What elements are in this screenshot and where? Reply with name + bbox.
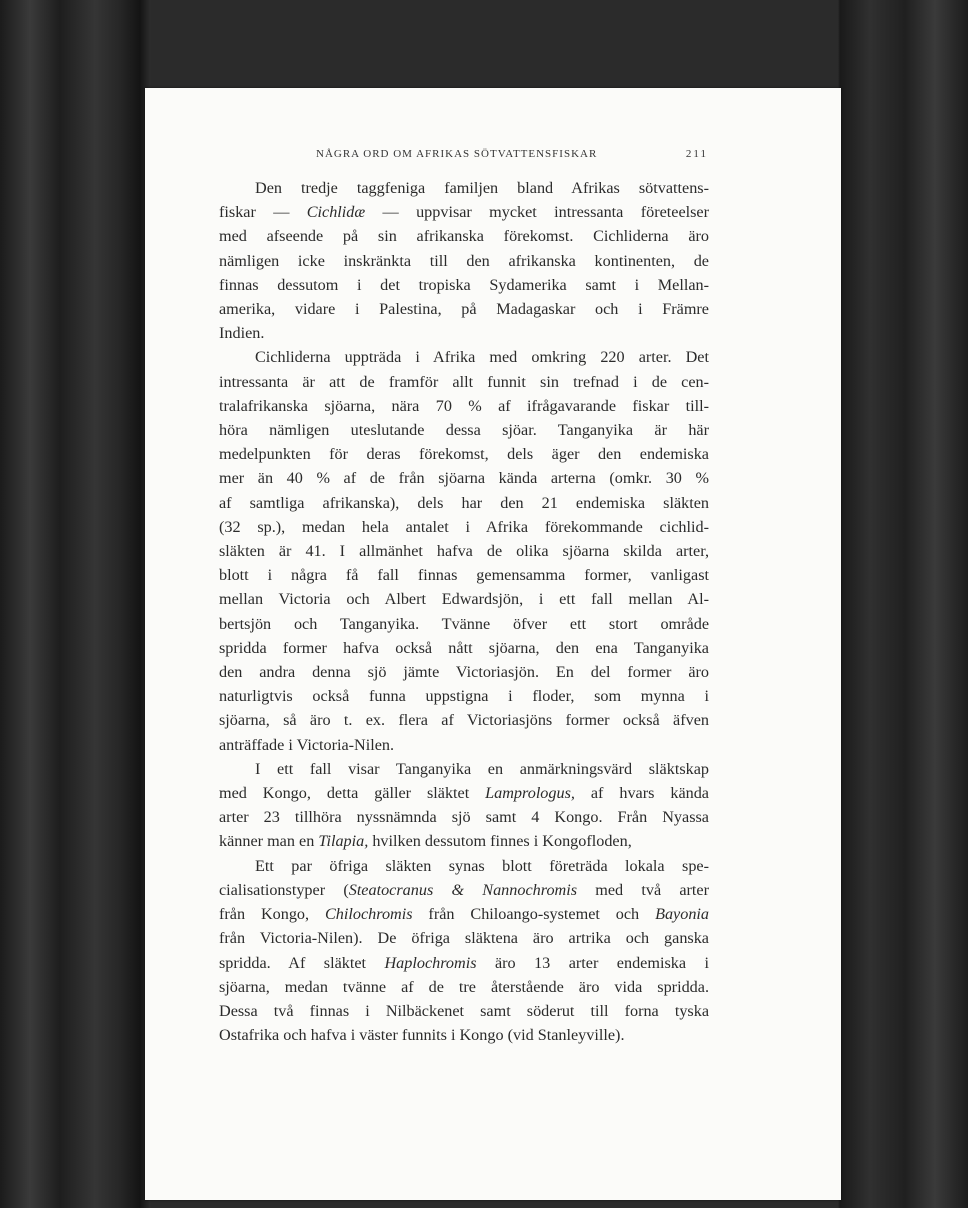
- body-text: [219, 176, 709, 1047]
- text-line: naturligtvis också funna uppstigna i floder, som mynna i: [219, 687, 709, 706]
- text-line: den andra denna sjö jämte Victoriasjön. En del former äro: [219, 663, 709, 682]
- italic-term: Haplochromis: [384, 953, 477, 972]
- text-line: finnas dessutom i det tropiska Sydamerika samt i Mellan-: [219, 275, 709, 294]
- text-line: Ostafrika och hafva i väster funnits i Kongo (vid Stanleyville).: [219, 1026, 625, 1045]
- italic-term: Tilapia,: [318, 832, 369, 851]
- text-line: intressanta är att de framför allt funnit sin trefnad i de cen-: [219, 372, 709, 391]
- text-line: af samtliga afrikanska), dels har den 21 endemiska släkten: [219, 493, 709, 512]
- text-line: tralafrikanska sjöarna, nära 70 % af ifrågavarande fiskar till-: [219, 396, 709, 415]
- text-line: anträffade i Victoria-Nilen.: [219, 735, 395, 754]
- italic-term: Steatocranus & Nannochromis: [348, 880, 578, 899]
- text-line: Cichliderna uppträda i Afrika med omkring 220 arter. Det: [255, 348, 709, 367]
- text-line: Indien.: [219, 324, 265, 343]
- text-line: Den tredje taggfeniga familjen bland Afrikas sötvattens-: [255, 179, 709, 197]
- text-line: med Kongo, detta gäller släktet Lamprologus, af hvars kända: [219, 784, 709, 803]
- paragraph: [219, 757, 709, 854]
- italic-term: Lamprologus,: [485, 784, 575, 803]
- text-line: blott i några få fall finnas gemensamma former, vanligast: [219, 566, 709, 585]
- text-line: Dessa två finnas i Nilbäckenet samt söderut till forna tyska: [219, 1001, 709, 1020]
- text-line: spridda. Af släktet Haplochromis äro 13 arter endemiska i: [219, 953, 709, 972]
- text-line: höra nämligen uteslutande dessa sjöar. Tanganyika är här: [219, 421, 709, 440]
- text-line: amerika, vidare i Palestina, på Madagaskar och i Främre: [219, 300, 709, 319]
- text-line: arter 23 tillhöra nyssnämnda sjö samt 4 Kongo. Från Nyassa: [219, 808, 709, 827]
- text-line: Ett par öfriga släkten synas blott företräda lokala spe-: [255, 856, 709, 875]
- text-line: sjöarna, så äro t. ex. flera af Victoriasjöns former också äfven: [219, 711, 709, 730]
- text-line: I ett fall visar Tanganyika en anmärkningsvärd släktskap: [255, 759, 709, 778]
- text-line: nämligen icke inskränkta till den afrikanska kontinenten, de: [219, 251, 709, 270]
- italic-term: Cichlidæ: [306, 203, 366, 222]
- text-line: sjöarna, medan tvänne af de tre återstående äro vida spridda.: [219, 977, 709, 996]
- paragraph: [219, 176, 709, 345]
- text-line: spridda former hafva också nått sjöarna, den ena Tanganyika: [219, 638, 709, 657]
- text-line: mellan Victoria och Albert Edwardsjön, i ett fall mellan Al-: [219, 590, 709, 609]
- text-line: från Kongo, Chilochromis från Chiloango-systemet och Bayonia: [219, 905, 710, 924]
- text-line: fiskar — Cichlidæ — uppvisar mycket intressanta företeelser: [219, 203, 710, 222]
- italic-term: Bayonia: [655, 905, 710, 924]
- text-line: cialisationstyper (Steatocranus & Nannochromis med två arter: [219, 880, 710, 899]
- italic-term: Chilochromis: [324, 905, 413, 924]
- page-number: 211: [685, 148, 708, 160]
- text-line: mer än 40 % af de från sjöarna kända arterna (omkr. 30 %: [219, 469, 709, 488]
- running-head: NÅGRA ORD OM AFRIKAS SÖTVATTENSFISKAR: [316, 148, 598, 160]
- book-page: [145, 88, 841, 1200]
- text-line: släkten är 41. I allmänhet hafva de olika sjöarna skilda arter,: [219, 542, 709, 561]
- paragraph: [219, 854, 709, 1048]
- paragraph: [219, 345, 709, 756]
- text-line: känner man en Tilapia, hvilken dessutom finnes i Kongofloden,: [219, 832, 632, 851]
- text-line: (32 sp.), medan hela antalet i Afrika förekommande cichlid-: [219, 517, 709, 536]
- text-line: med afseende på sin afrikanska förekomst. Cichliderna äro: [219, 227, 709, 246]
- text-line: från Victoria-Nilen). De öfriga släktena äro artrika och ganska: [219, 929, 709, 948]
- text-line: bertsjön och Tanganyika. Tvänne öfver ett stort område: [219, 614, 709, 633]
- text-line: medelpunkten för deras förekomst, dels äger den endemiska: [219, 445, 709, 464]
